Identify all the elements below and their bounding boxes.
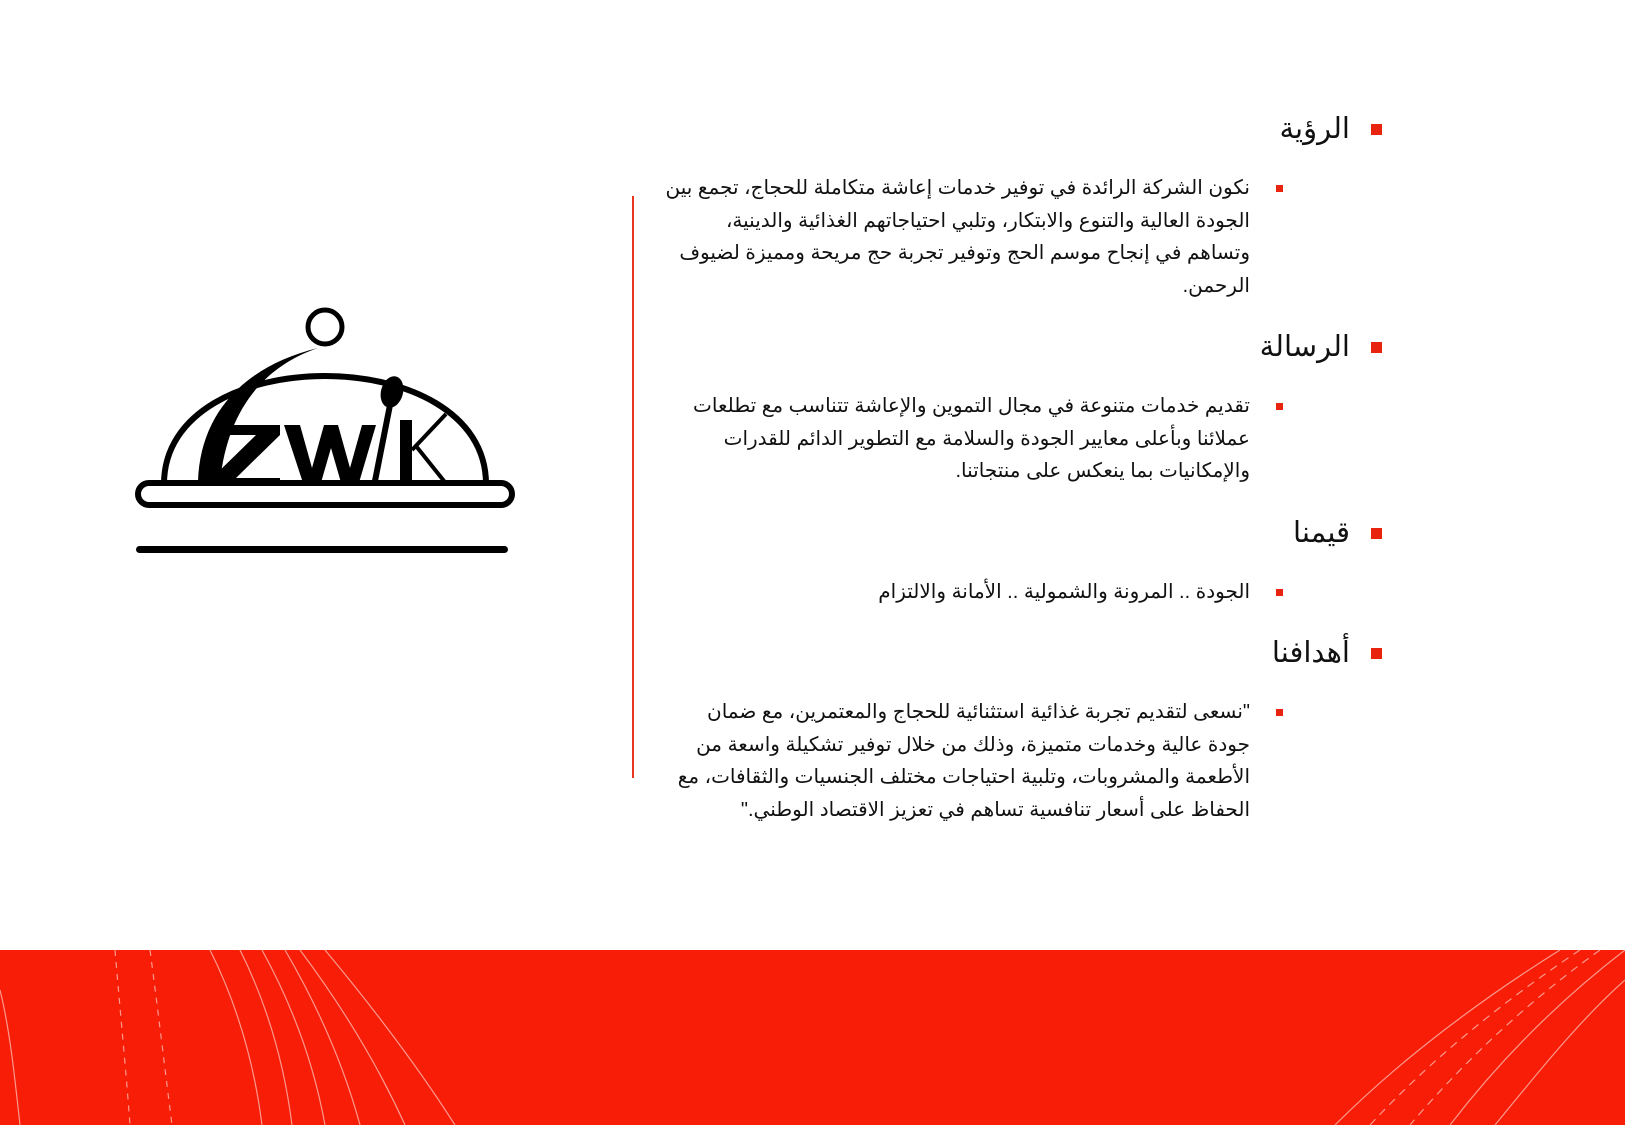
red-square-bullet-icon [1276, 589, 1283, 596]
red-square-bullet-icon [1276, 185, 1283, 192]
goals-text-content: "نسعى لتقديم تجربة غذائية استثنائية للحجاج والمعتمرين، مع ضمان جودة عالية وخدمات متميزة، وذلك من خلال توفير تشكيلة واسعة من الأطعمة والمشروبات، وتلبية احتياجات مختلف الجنسيات والثقافات، مع الحفاظ على أسعار تنافسية تساهم في تعزيز الاقتصاد الوطني." [677, 701, 1250, 821]
red-square-bullet-icon [1276, 403, 1283, 410]
red-square-bullet-icon [1371, 528, 1382, 539]
values-heading [660, 512, 1390, 554]
company-logo [128, 300, 518, 580]
mission-list [660, 390, 1390, 488]
red-square-bullet-icon [1371, 648, 1382, 659]
red-square-bullet-icon [1371, 124, 1382, 135]
values-text-content: الجودة .. المرونة والشمولية .. الأمانة والالتزام [878, 580, 1250, 603]
vision-text [660, 172, 1250, 302]
red-square-bullet-icon [1371, 342, 1382, 353]
goals-list [660, 696, 1390, 826]
decorative-curves-icon [0, 950, 1625, 1125]
mission-heading [660, 326, 1390, 368]
mission-title: الرسالة [1259, 331, 1350, 363]
content-column [660, 108, 1390, 850]
vision-list [660, 172, 1390, 302]
vision-text-content: نكون الشركة الرائدة في توفير خدمات إعاشة متكاملة للحجاج، تجمع بين الجودة العالية والتنوع والابتكار، وتلبي احتياجاتهم الغذائية والدينية، وتساهم في إنجاح موسم الحج وتوفير تجربة حج مريحة ومميزة لضيوف الرحمن. [665, 177, 1250, 297]
goals-text [660, 696, 1250, 826]
vision-heading [660, 108, 1390, 150]
values-title: قيمنا [1293, 516, 1350, 549]
values-text [660, 576, 1250, 609]
vision-title: الرؤية [1279, 113, 1350, 145]
red-square-bullet-icon [1276, 709, 1283, 716]
values-list [660, 576, 1390, 609]
vertical-divider [632, 196, 634, 778]
goals-title: أهدافنا [1271, 637, 1350, 669]
footer-band [0, 950, 1625, 1125]
serving-cloche-logo-icon [128, 300, 518, 580]
mission-text [660, 390, 1250, 488]
goals-heading [660, 632, 1390, 674]
mission-text-content: تقديم خدمات متنوعة في مجال التموين والإعاشة تتناسب مع تطلعات عملائنا وبأعلى معايير الجودة والسلامة مع التطوير الدائم للقدرات والإمكانيات بما ينعكس على منتجاتنا. [693, 395, 1250, 482]
